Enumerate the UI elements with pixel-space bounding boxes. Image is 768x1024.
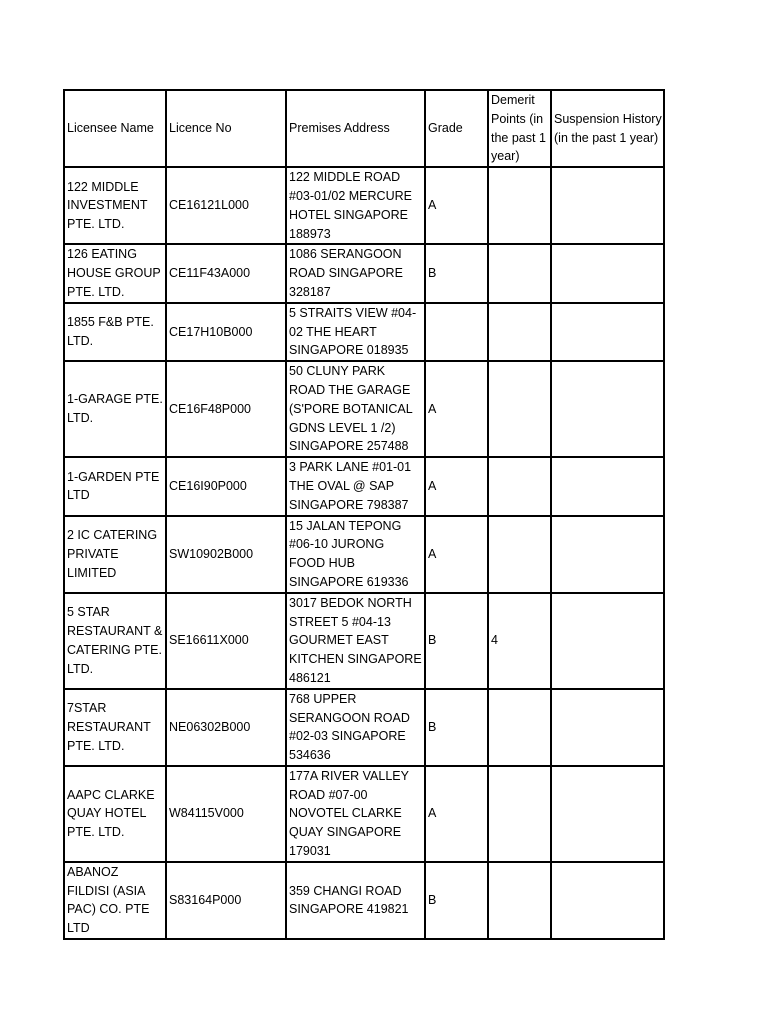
licence-no-cell: SE16611X000 — [166, 593, 286, 689]
demerit-points-cell — [488, 862, 551, 939]
table-row — [64, 457, 664, 515]
suspension-history-cell — [551, 593, 664, 689]
header-licence-no: Licence No — [166, 90, 286, 167]
premises-address-cell: 3017 BEDOK NORTH STREET 5 #04-13 GOURMET EAST KITCHEN SINGAPORE 486121 — [286, 593, 425, 689]
suspension-history-cell — [551, 766, 664, 862]
suspension-history-cell — [551, 167, 664, 244]
licensee-name-cell: AAPC CLARKE QUAY HOTEL PTE. LTD. — [64, 766, 166, 862]
licensee-name-cell: ABANOZ FILDISI (ASIA PAC) CO. PTE LTD — [64, 862, 166, 939]
licence-no-cell: CE16I90P000 — [166, 457, 286, 515]
licensee-table — [63, 89, 665, 940]
premises-address-cell: 122 MIDDLE ROAD #03-01/02 MERCURE HOTEL SINGAPORE 188973 — [286, 167, 425, 244]
header-premises-address: Premises Address — [286, 90, 425, 167]
grade-cell: A — [425, 167, 488, 244]
licence-no-cell: S83164P000 — [166, 862, 286, 939]
licence-no-cell: SW10902B000 — [166, 516, 286, 593]
demerit-points-cell — [488, 689, 551, 766]
demerit-points-cell — [488, 516, 551, 593]
header-row — [64, 90, 664, 167]
table-row — [64, 167, 664, 244]
demerit-points-cell — [488, 361, 551, 457]
licence-no-cell: NE06302B000 — [166, 689, 286, 766]
grade-cell: A — [425, 457, 488, 515]
grade-cell — [425, 303, 488, 361]
licence-no-cell: W84115V000 — [166, 766, 286, 862]
grade-cell: B — [425, 862, 488, 939]
demerit-points-cell — [488, 167, 551, 244]
demerit-points-cell — [488, 244, 551, 302]
premises-address-cell: 1086 SERANGOON ROAD SINGAPORE 328187 — [286, 244, 425, 302]
grade-cell: B — [425, 593, 488, 689]
demerit-points-cell — [488, 457, 551, 515]
premises-address-cell: 50 CLUNY PARK ROAD THE GARAGE (S'PORE BOTANICAL GDNS LEVEL 1 /2) SINGAPORE 257488 — [286, 361, 425, 457]
table-row — [64, 361, 664, 457]
header-suspension-history: Suspension History (in the past 1 year) — [551, 90, 664, 167]
licence-no-cell: CE11F43A000 — [166, 244, 286, 302]
header-licensee-name: Licensee Name — [64, 90, 166, 167]
suspension-history-cell — [551, 244, 664, 302]
licensee-name-cell: 7STAR RESTAURANT PTE. LTD. — [64, 689, 166, 766]
header-grade: Grade — [425, 90, 488, 167]
suspension-history-cell — [551, 689, 664, 766]
licence-no-cell: CE16F48P000 — [166, 361, 286, 457]
suspension-history-cell — [551, 516, 664, 593]
demerit-points-cell — [488, 766, 551, 862]
premises-address-cell: 5 STRAITS VIEW #04-02 THE HEART SINGAPORE 018935 — [286, 303, 425, 361]
grade-cell: A — [425, 766, 488, 862]
licensee-name-cell: 122 MIDDLE INVESTMENT PTE. LTD. — [64, 167, 166, 244]
suspension-history-cell — [551, 862, 664, 939]
premises-address-cell: 177A RIVER VALLEY ROAD #07-00 NOVOTEL CLARKE QUAY SINGAPORE 179031 — [286, 766, 425, 862]
premises-address-cell: 768 UPPER SERANGOON ROAD #02-03 SINGAPORE 534636 — [286, 689, 425, 766]
suspension-history-cell — [551, 303, 664, 361]
table-row — [64, 244, 664, 302]
licence-no-cell: CE16121L000 — [166, 167, 286, 244]
licensee-name-cell: 2 IC CATERING PRIVATE LIMITED — [64, 516, 166, 593]
table-row — [64, 766, 664, 862]
grade-cell: B — [425, 689, 488, 766]
licensee-name-cell: 5 STAR RESTAURANT & CATERING PTE. LTD. — [64, 593, 166, 689]
table-row — [64, 593, 664, 689]
suspension-history-cell — [551, 457, 664, 515]
header-demerit-points: Demerit Points (in the past 1 year) — [488, 90, 551, 167]
demerit-points-cell — [488, 303, 551, 361]
grade-cell: B — [425, 244, 488, 302]
grade-cell: A — [425, 361, 488, 457]
premises-address-cell: 3 PARK LANE #01-01 THE OVAL @ SAP SINGAPORE 798387 — [286, 457, 425, 515]
premises-address-cell: 359 CHANGI ROAD SINGAPORE 419821 — [286, 862, 425, 939]
licensee-name-cell: 1-GARDEN PTE LTD — [64, 457, 166, 515]
licensee-name-cell: 126 EATING HOUSE GROUP PTE. LTD. — [64, 244, 166, 302]
premises-address-cell: 15 JALAN TEPONG #06-10 JURONG FOOD HUB SINGAPORE 619336 — [286, 516, 425, 593]
grade-cell: A — [425, 516, 488, 593]
suspension-history-cell — [551, 361, 664, 457]
demerit-points-cell: 4 — [488, 593, 551, 689]
licence-no-cell: CE17H10B000 — [166, 303, 286, 361]
table-row — [64, 303, 664, 361]
table-row — [64, 689, 664, 766]
table-row — [64, 862, 664, 939]
table-row — [64, 516, 664, 593]
licensee-name-cell: 1855 F&B PTE. LTD. — [64, 303, 166, 361]
licensee-name-cell: 1-GARAGE PTE. LTD. — [64, 361, 166, 457]
